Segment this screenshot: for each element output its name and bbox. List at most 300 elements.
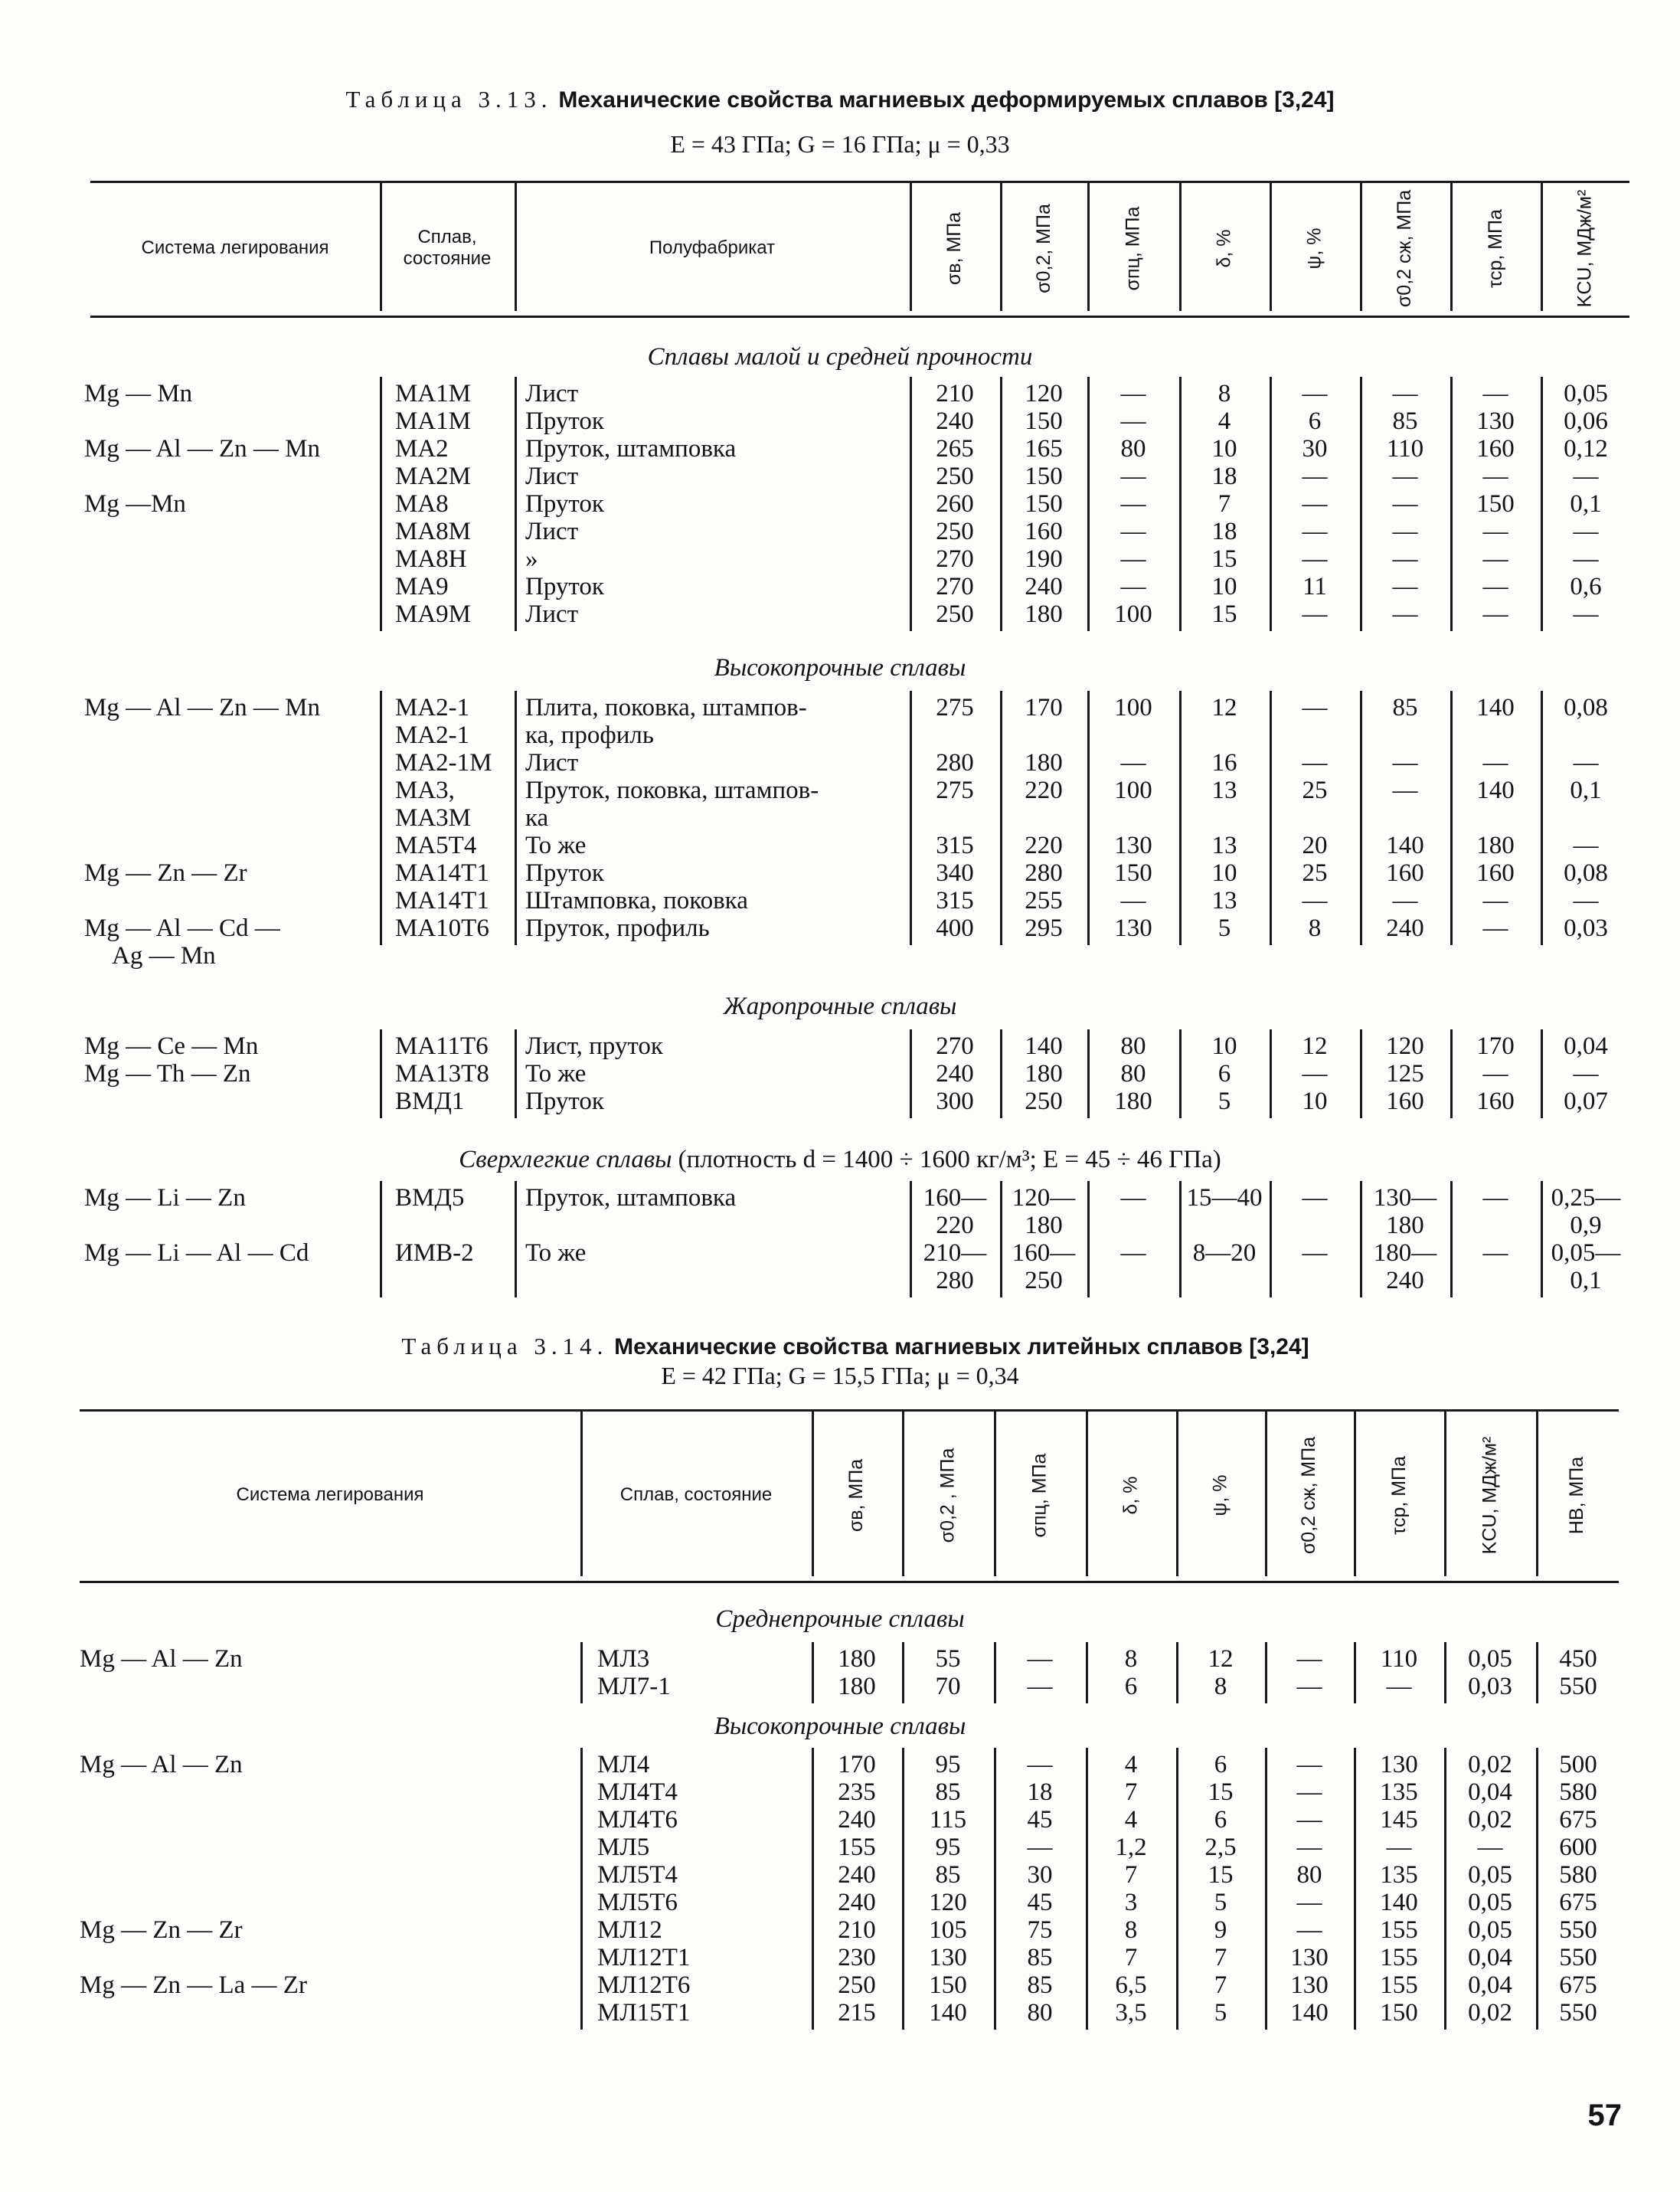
table-3-13-params: E = 43 ГПа; G = 16 ГПа; μ = 0,33: [670, 130, 1010, 158]
column-divider: [902, 1748, 904, 2030]
table-row: [0, 777, 1680, 804]
table-cell: 230: [838, 1944, 876, 1971]
table-cell: МЛ4Т6: [597, 1806, 678, 1834]
table-cell: 11: [1302, 573, 1327, 600]
table-cell: 30: [1302, 435, 1328, 463]
table-cell: 10: [1211, 859, 1237, 887]
table-cell: —: [1296, 1751, 1322, 1778]
table-cell: 160: [1476, 1088, 1515, 1115]
section-title-text: Высокопрочные сплавы: [714, 654, 966, 682]
table-cell: [1002, 804, 1086, 832]
table-cell: —: [1302, 490, 1328, 518]
table-row: [0, 1778, 1680, 1806]
table-row: [0, 1889, 1680, 1916]
section-title-text: Жаропрочные сплавы: [723, 993, 957, 1020]
header-divider: [1541, 182, 1543, 311]
column-divider: [1360, 377, 1362, 631]
table-cell: 80: [1296, 1861, 1322, 1889]
table-cell: —: [1482, 914, 1508, 942]
table-row: [0, 749, 1680, 777]
table-cell: 550: [1559, 1916, 1597, 1944]
table-cell: —: [1302, 545, 1328, 573]
alloy-system: Mg — Al — Zn — Mn: [84, 435, 321, 463]
table-cell: 240: [838, 1806, 876, 1834]
table-cell: —: [1027, 1751, 1053, 1778]
table-cell: [1089, 804, 1178, 832]
table-cell: 180: [1025, 749, 1063, 777]
section-title: [0, 342, 1680, 372]
column-header: [1265, 1411, 1354, 1579]
column-divider: [1450, 1029, 1453, 1118]
column-divider: [812, 1642, 814, 1703]
table-cell: 115: [929, 1806, 967, 1834]
table-cell: 220: [1025, 832, 1063, 859]
table-cell: МА14Т1: [395, 859, 489, 887]
table-row: [0, 545, 1680, 573]
table-cell: —: [1302, 1239, 1328, 1267]
table-cell: 85: [935, 1861, 961, 1889]
column-divider: [812, 1748, 814, 2030]
table-cell: 155: [1380, 1944, 1418, 1971]
table-cell: —: [1302, 887, 1328, 914]
header-divider: [1360, 182, 1362, 311]
column-divider: [515, 691, 517, 945]
table-cell: 240: [838, 1889, 876, 1916]
table-row: [0, 1861, 1680, 1889]
table-cell: 180: [1025, 600, 1063, 628]
table-row: [0, 1645, 1680, 1673]
table-cell: —: [1392, 600, 1418, 628]
section-title: [0, 1604, 1680, 1634]
table-cell: 180: [838, 1645, 876, 1673]
column-divider: [1536, 1748, 1538, 2030]
alloy-system: Mg — Mn: [84, 380, 193, 407]
table-cell: 80: [1120, 1032, 1146, 1060]
table-cell: —: [1027, 1834, 1053, 1861]
section-title: [0, 1144, 1680, 1175]
alloy-system: Mg — Th — Zn: [84, 1060, 251, 1088]
column-header-text: ψ, %: [1303, 227, 1325, 269]
table-cell: 120: [1025, 380, 1063, 407]
table-cell: 180: [1025, 1060, 1063, 1088]
table-cell: 130: [1114, 914, 1152, 942]
table-cell: 0,1: [1570, 777, 1602, 804]
table-cell: МЛ12: [597, 1916, 662, 1944]
table-cell: 240: [1386, 914, 1424, 942]
table-row: [0, 1060, 1680, 1088]
table-cell: 6: [1308, 407, 1322, 435]
table-cell: 0,04: [1468, 1944, 1512, 1971]
table-cell: МА1М: [395, 380, 472, 407]
table-cell: 0,9: [1570, 1212, 1602, 1239]
table-cell: 95: [935, 1751, 961, 1778]
table-cell: ка, профиль: [525, 721, 654, 749]
column-divider: [1179, 1181, 1182, 1297]
table-cell: 7: [1218, 490, 1231, 518]
table-cell: 100: [1114, 600, 1152, 628]
column-divider: [1086, 1642, 1088, 1703]
column-divider: [1176, 1642, 1178, 1703]
table-cell: 7: [1124, 1944, 1138, 1971]
table-cell: 580: [1559, 1778, 1597, 1806]
header-divider: [994, 1411, 996, 1576]
header-divider: [1086, 1411, 1088, 1576]
table-cell: 250: [1025, 1267, 1063, 1294]
table-cell: —: [1296, 1778, 1322, 1806]
table-cell: 16: [1211, 749, 1237, 777]
table-cell: 550: [1559, 1673, 1597, 1700]
table-cell: 0,25—: [1551, 1184, 1621, 1212]
column-divider: [1000, 1181, 1002, 1297]
table-cell: —: [1482, 600, 1508, 628]
table-cell: —: [1120, 407, 1146, 435]
table-cell: 315: [936, 887, 974, 914]
column-divider: [910, 1181, 912, 1297]
table-cell: 0,03: [1564, 914, 1608, 942]
column-divider: [1265, 1642, 1267, 1703]
alloy-system: Mg — Zn — Zr: [84, 859, 247, 887]
table-row: [0, 407, 1680, 435]
table-3-14-header-rule: [80, 1581, 1619, 1583]
column-header-text: τср, МПа: [1387, 1455, 1410, 1535]
table-cell: Пруток, штамповка: [525, 435, 737, 463]
table-cell: 150: [1380, 1999, 1418, 2027]
column-header-text: δ, %: [1213, 228, 1235, 268]
column-divider: [1087, 1181, 1090, 1297]
column-divider: [1450, 377, 1453, 631]
table-cell: 500: [1559, 1751, 1597, 1778]
table-cell: 15: [1208, 1778, 1234, 1806]
table-cell: 240: [838, 1861, 876, 1889]
table-row: [0, 1184, 1680, 1212]
table-cell: —: [1386, 1673, 1412, 1700]
table-cell: 6,5: [1115, 1971, 1147, 1999]
column-header: [1270, 182, 1360, 314]
table-row: [0, 1088, 1680, 1115]
column-divider: [1000, 691, 1002, 945]
table-cell: 120: [929, 1889, 967, 1916]
table-cell: 250: [838, 1971, 876, 1999]
table-cell: 120: [1386, 1032, 1424, 1060]
table-cell: 160: [1476, 435, 1515, 463]
table-cell: —: [1120, 490, 1146, 518]
table-cell: 270: [936, 1032, 974, 1060]
column-header-text: σ0,2, МПа: [1032, 203, 1054, 293]
table-cell: 0,05: [1468, 1861, 1512, 1889]
column-divider: [1444, 1748, 1446, 2030]
table-cell: —: [1392, 545, 1418, 573]
column-header: Сплав, состояние: [619, 1484, 773, 1505]
column-divider: [1270, 691, 1272, 945]
table-cell: Пруток: [525, 573, 604, 600]
table-cell: 210—: [923, 1239, 987, 1267]
column-header: [902, 1411, 994, 1579]
table-cell: 105: [929, 1916, 967, 1944]
table-cell: 140: [1290, 1999, 1329, 2027]
table-cell: —: [1482, 380, 1508, 407]
table-row: [0, 1751, 1680, 1778]
table-cell: То же: [525, 1060, 587, 1088]
table-row: [0, 914, 1680, 942]
table-cell: —: [1573, 832, 1599, 859]
table-cell: 0,02: [1468, 1751, 1512, 1778]
table-cell: —: [1302, 463, 1328, 490]
table-cell: 3,5: [1115, 1999, 1147, 2027]
table-cell: —: [1482, 573, 1508, 600]
column-header-text: τср, МПа: [1484, 208, 1506, 288]
table-cell: 0,05: [1468, 1645, 1512, 1673]
table-cell: —: [1296, 1673, 1322, 1700]
table-cell: 10: [1302, 1088, 1328, 1115]
column-divider: [1354, 1748, 1356, 2030]
column-header-text: σпц, МПа: [1122, 206, 1144, 290]
table-cell: [1089, 1267, 1178, 1294]
table-row: [0, 1999, 1680, 2027]
table-cell: 280: [936, 1267, 974, 1294]
column-divider: [1000, 1029, 1002, 1118]
table-cell: —: [1573, 749, 1599, 777]
table-cell: [1089, 1212, 1178, 1239]
table-cell: 170: [1476, 1032, 1515, 1060]
column-header: [1360, 182, 1450, 314]
column-divider: [515, 1029, 517, 1118]
table-cell: 100: [1114, 777, 1152, 804]
table-cell: 315: [936, 832, 974, 859]
column-header-text: σ0,2 сж, МПа: [1394, 189, 1416, 307]
table-cell: МА2-1М: [395, 749, 492, 777]
table-cell: [525, 1212, 904, 1239]
header-divider: [580, 1411, 583, 1576]
table-cell: —: [1573, 600, 1599, 628]
table-cell: ИМВ-2: [395, 1239, 474, 1267]
column-header: [812, 1411, 902, 1579]
table-cell: 85: [1392, 407, 1418, 435]
table-cell: 160: [1386, 859, 1424, 887]
column-divider: [1541, 377, 1543, 631]
table-cell: 160—: [923, 1184, 987, 1212]
table-cell: 5: [1218, 1088, 1231, 1115]
table-cell: 0,07: [1564, 1088, 1608, 1115]
section-title-text: Сверхлегкие сплавы: [459, 1146, 672, 1173]
table-cell: [1361, 804, 1449, 832]
table-cell: Штамповка, поковка: [525, 887, 748, 914]
table-cell: —: [1302, 518, 1328, 545]
table-cell: 130: [1114, 832, 1152, 859]
table-cell: 0,04: [1468, 1971, 1512, 1999]
table-cell: 0,04: [1468, 1778, 1512, 1806]
alloy-system: Mg — Al — Cd —: [84, 914, 280, 942]
table-cell: —: [1027, 1645, 1053, 1673]
table-row: [0, 804, 1680, 832]
column-divider: [994, 1642, 996, 1703]
table-cell: 15: [1211, 600, 1237, 628]
column-header: Сплав, состояние: [403, 227, 492, 269]
table-cell: 13: [1211, 777, 1237, 804]
table-cell: 155: [1380, 1916, 1418, 1944]
table-row: [0, 1212, 1680, 1239]
table-cell: 4: [1124, 1751, 1138, 1778]
table-row: [0, 1834, 1680, 1861]
table-row: [0, 1806, 1680, 1834]
table-cell: МА8: [395, 490, 449, 518]
table-cell: 6: [1214, 1806, 1227, 1834]
table-cell: 210: [838, 1916, 876, 1944]
column-header: Система легирования: [141, 237, 329, 258]
table-cell: МА10Т6: [395, 914, 489, 942]
table-cell: [1542, 804, 1629, 832]
table-cell: 280: [936, 749, 974, 777]
alloy-system: Mg — Al — Zn: [80, 1645, 243, 1673]
table-cell: 130: [1380, 1751, 1418, 1778]
table-cell: 600: [1559, 1834, 1597, 1861]
table-cell: МА14Т1: [395, 887, 489, 914]
table-cell: —: [1573, 887, 1599, 914]
table-cell: 250: [936, 600, 974, 628]
table-cell: —: [1120, 1184, 1146, 1212]
table-cell: 270: [936, 545, 974, 573]
table-cell: 220: [1025, 777, 1063, 804]
column-header: Система легирования: [236, 1484, 424, 1505]
table-cell: 180: [1386, 1212, 1424, 1239]
table-cell: 295: [1025, 914, 1063, 942]
table-cell: 215: [838, 1999, 876, 2027]
table-cell: 6: [1124, 1673, 1138, 1700]
table-cell: МЛ4: [597, 1751, 650, 1778]
table-cell: МЛ7-1: [597, 1673, 671, 1700]
table-cell: То же: [525, 1239, 587, 1267]
table-cell: 130: [1290, 1971, 1329, 1999]
column-divider: [1360, 1181, 1362, 1297]
table-cell: 140: [1476, 694, 1515, 721]
table-row: [0, 435, 1680, 463]
table-cell: 4: [1124, 1806, 1138, 1834]
column-divider: [910, 691, 912, 945]
table-cell: 450: [1559, 1645, 1597, 1673]
table-cell: [911, 804, 999, 832]
table-cell: 675: [1559, 1971, 1597, 1999]
table-cell: 15—40: [1186, 1184, 1263, 1212]
table-cell: 13: [1211, 832, 1237, 859]
table-cell: 6: [1218, 1060, 1231, 1088]
table-cell: 8: [1218, 380, 1231, 407]
table-cell: 85: [1027, 1944, 1053, 1971]
column-divider: [1270, 1181, 1272, 1297]
table-3-14-title: Механические свойства магниевых литейных сплавов [3,24]: [614, 1334, 1309, 1359]
table-cell: —: [1573, 463, 1599, 490]
table-cell: 0,06: [1564, 407, 1608, 435]
table-cell: МЛ5Т6: [597, 1889, 678, 1916]
table-cell: Лист: [525, 518, 579, 545]
column-divider: [580, 1642, 583, 1703]
table-cell: [1271, 721, 1358, 749]
table-cell: —: [1573, 545, 1599, 573]
table-cell: —: [1392, 518, 1418, 545]
section-title: [0, 1711, 1680, 1742]
alloy-system: Mg — Al — Zn: [80, 1751, 243, 1778]
table-cell: 4: [1218, 407, 1231, 435]
column-header-text: ψ, %: [1209, 1474, 1231, 1516]
table-cell: 150: [1114, 859, 1152, 887]
table-cell: 0,1: [1570, 490, 1602, 518]
table-row: [0, 1032, 1680, 1060]
column-divider: [902, 1642, 904, 1703]
table-row: [0, 832, 1680, 859]
column-header: [1087, 182, 1179, 314]
table-cell: 25: [1302, 859, 1328, 887]
column-header-text: KCU, МДж/м²: [1479, 1436, 1501, 1554]
table-cell: 25: [1302, 777, 1328, 804]
table-cell: 0,05: [1468, 1889, 1512, 1916]
table-cell: 9: [1214, 1916, 1227, 1944]
table-cell: МА1М: [395, 407, 472, 435]
table-3-14-params: E = 42 ГПа; G = 15,5 ГПа; μ = 0,34: [661, 1362, 1019, 1389]
table-cell: 110: [1380, 1645, 1418, 1673]
table-cell: ВМД5: [395, 1184, 465, 1212]
alloy-system: Mg — Li — Al — Cd: [84, 1239, 309, 1267]
column-header-text: НВ, МПа: [1566, 1456, 1588, 1534]
table-cell: 7: [1214, 1944, 1227, 1971]
table-cell: 0,08: [1564, 859, 1608, 887]
table-cell: 180: [838, 1673, 876, 1700]
table-cell: 250: [936, 518, 974, 545]
table-cell: 10: [1211, 573, 1237, 600]
column-divider: [1536, 1642, 1538, 1703]
column-divider: [1541, 691, 1543, 945]
table-row: [0, 1944, 1680, 1971]
table-cell: Пруток: [525, 490, 604, 518]
table-cell: 8: [1124, 1916, 1138, 1944]
table-cell: —: [1392, 887, 1418, 914]
table-cell: —: [1482, 887, 1508, 914]
table-cell: 95: [935, 1834, 961, 1861]
table-cell: 340: [936, 859, 974, 887]
header-divider: [1087, 182, 1090, 311]
table-cell: [395, 1267, 510, 1294]
alloy-system: Mg — Al — Zn — Mn: [84, 694, 321, 721]
table-cell: Пруток: [525, 859, 604, 887]
table-cell: 255: [1025, 887, 1063, 914]
table-cell: Пруток, профиль: [525, 914, 710, 942]
table-cell: 80: [1120, 1060, 1146, 1088]
table-cell: 140: [1380, 1889, 1418, 1916]
table-row: [0, 721, 1680, 749]
table-cell: 130: [1476, 407, 1515, 435]
column-divider: [1179, 377, 1182, 631]
table-cell: МЛ15Т1: [597, 1999, 691, 2027]
column-header: [1444, 1411, 1536, 1579]
table-cell: —: [1482, 1060, 1508, 1088]
table-cell: 55: [935, 1645, 961, 1673]
table-cell: МА2-1: [395, 694, 470, 721]
column-header-text: σ0,2 , МПа: [936, 1448, 959, 1543]
table-cell: 210: [936, 380, 974, 407]
section-title-extra: (плотность d = 1400 ÷ 1600 кг/м³; E = 45 ÷ 46 ГПа): [678, 1146, 1221, 1173]
table-cell: 8: [1124, 1645, 1138, 1673]
table-cell: МЛ5Т4: [597, 1861, 678, 1889]
table-cell: МА2М: [395, 463, 472, 490]
table-cell: 150: [1476, 490, 1515, 518]
table-cell: —: [1482, 1184, 1508, 1212]
table-cell: 190: [1025, 545, 1063, 573]
table-cell: [911, 721, 999, 749]
table-cell: МА2: [395, 435, 449, 463]
table-cell: 13: [1211, 887, 1237, 914]
table-cell: 0,03: [1468, 1673, 1512, 1700]
table-cell: 10: [1211, 435, 1237, 463]
alloy-system: Mg — Zn — Zr: [80, 1916, 243, 1944]
table-cell: 5: [1218, 914, 1231, 942]
table-cell: [395, 1212, 510, 1239]
